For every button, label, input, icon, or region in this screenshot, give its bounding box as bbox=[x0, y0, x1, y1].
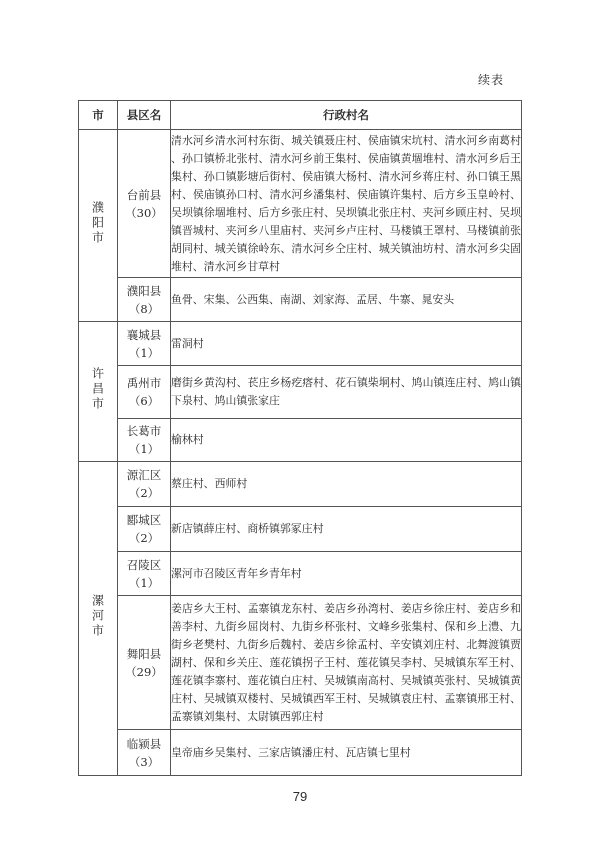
county-cell bbox=[118, 419, 171, 462]
city-cell bbox=[79, 462, 118, 776]
table-row bbox=[79, 278, 522, 322]
table-row bbox=[79, 596, 522, 730]
county-cell bbox=[118, 278, 171, 322]
county-count: （6） bbox=[128, 394, 160, 408]
table-row bbox=[79, 462, 522, 507]
county-cell bbox=[118, 552, 171, 596]
county-count: （8） bbox=[128, 301, 160, 316]
county-name: 源汇区 bbox=[126, 468, 162, 482]
table-row bbox=[79, 730, 522, 776]
county-cell bbox=[118, 507, 171, 552]
county-count: （1） bbox=[128, 345, 160, 360]
table-row bbox=[79, 130, 522, 278]
villages-cell: 蔡庄村、西师村 bbox=[171, 462, 522, 507]
villages-cell: 磨街乡黄沟村、苌庄乡杨疙瘩村、花石镇柴垌村、鸠山镇连庄村、鸠山镇下泉村、鸠山镇张家庄 bbox=[171, 366, 522, 419]
county-name: 台前县 bbox=[126, 187, 162, 202]
county-count: （1） bbox=[128, 575, 160, 590]
county-name: 襄城县 bbox=[126, 327, 162, 342]
village-table bbox=[78, 100, 522, 776]
county-count: （2） bbox=[128, 486, 160, 500]
table-header-row bbox=[79, 101, 522, 130]
villages-cell: 鱼骨、宋集、公西集、南湖、刘家海、孟居、牛寨、晁安头 bbox=[171, 278, 522, 322]
county-count: （30） bbox=[125, 205, 163, 220]
villages-cell: 新店镇薛庄村、商桥镇郭冢庄村 bbox=[171, 507, 522, 552]
header-villages: 行政村名 bbox=[171, 101, 522, 130]
header-city: 市 bbox=[79, 101, 118, 130]
county-count: （3） bbox=[128, 754, 160, 769]
county-name: 召陵区 bbox=[126, 557, 162, 572]
table-row bbox=[79, 552, 522, 596]
city-name: 濮阳市 bbox=[90, 201, 105, 246]
county-cell bbox=[118, 366, 171, 419]
city-cell bbox=[79, 322, 118, 462]
villages-cell: 姜店乡大王村、孟寨镇龙东村、姜店乡孙湾村、姜店乡徐庄村、姜店乡和善李村、九街乡屈岗村、九街乡杯张村、文峰乡张集村、保和乡上澧、九街乡老樊村、九街乡后魏村、姜店乡徐孟村、辛安镇刘庄村、北舞渡镇贾湖村、保和乡关庄、莲花镇拐子王村、莲花镇吴李村、吴城镇东军王村、莲花镇李寨村、莲花镇白庄村、吴城镇南高村、吴城镇英张村、吴城镇黄庄村、吴城镇双楼村、吴城镇西军王村、吴城镇袁庄村、孟寨镇邢王村、孟寨镇刘集村、太尉镇西郭庄村 bbox=[171, 596, 522, 730]
table-row bbox=[79, 419, 522, 462]
county-count: （2） bbox=[128, 531, 160, 545]
county-name: 禹州市 bbox=[126, 376, 162, 390]
county-count: （1） bbox=[128, 442, 160, 456]
county-name: 郾城区 bbox=[126, 513, 162, 527]
city-name: 漯河市 bbox=[90, 594, 105, 639]
county-count: （29） bbox=[125, 664, 163, 679]
page-number: 79 bbox=[292, 789, 308, 804]
county-name: 舞阳县 bbox=[126, 646, 162, 661]
city-cell bbox=[79, 130, 118, 322]
villages-cell: 榆林村 bbox=[171, 419, 522, 462]
city-name: 许昌市 bbox=[90, 367, 105, 412]
county-name: 濮阳县 bbox=[126, 283, 162, 298]
villages-cell: 皇帝庙乡吴集村、三家店镇潘庄村、瓦店镇七里村 bbox=[171, 730, 522, 776]
table-row bbox=[79, 322, 522, 366]
villages-cell: 漯河市召陵区青年乡青年村 bbox=[171, 552, 522, 596]
continuation-label: 续表 bbox=[478, 73, 505, 87]
county-cell bbox=[118, 596, 171, 730]
table-row bbox=[79, 507, 522, 552]
county-cell bbox=[118, 130, 171, 278]
villages-cell: 雷洞村 bbox=[171, 322, 522, 366]
table-row bbox=[79, 366, 522, 419]
county-cell bbox=[118, 462, 171, 507]
county-cell bbox=[118, 322, 171, 366]
header-county: 县区名 bbox=[118, 101, 171, 130]
county-name: 临颍县 bbox=[126, 736, 162, 751]
villages-cell: 清水河乡清水河村东街、城关镇聂庄村、侯庙镇宋坑村、清水河乡南葛村、孙口镇桥北张村、清水河乡前王集村、侯庙镇黄堌堆村、清水河乡后王集村、孙口镇影塘后街村、侯庙镇大杨村、清水河乡蒋庄村、孙口镇王黑村、侯庙镇孙口村、清水河乡潘集村、侯庙镇许集村、后方乡玉皇岭村、吴坝镇徐堌堆村、后方乡张庄村、吴坝镇北张庄村、夹河乡顾庄村、吴坝镇晋城村、夹河乡八里庙村、夹河乡卢庄村、马楼镇王罩村、马楼镇前张胡同村、城关镇徐岭东、清水河乡仝庄村、城关镇油坊村、清水河乡尖固堆村、清水河乡甘草村 bbox=[171, 130, 522, 278]
county-name: 长葛市 bbox=[126, 424, 162, 438]
county-cell bbox=[118, 730, 171, 776]
